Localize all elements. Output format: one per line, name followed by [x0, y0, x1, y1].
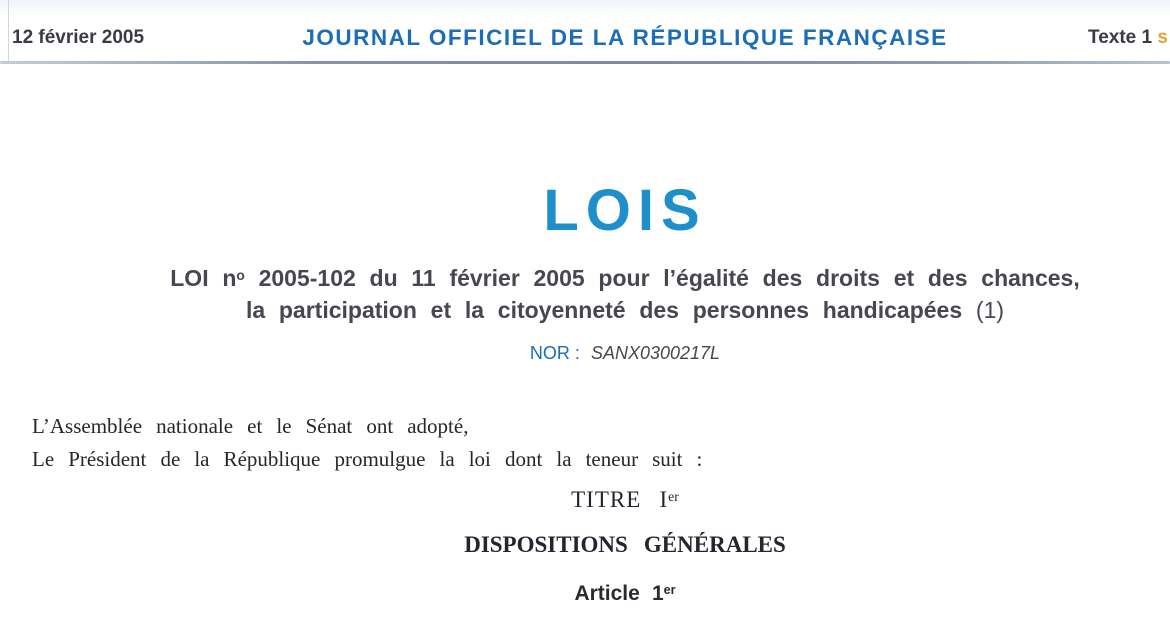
article-label: Article 1 [574, 582, 664, 605]
article-heading [0, 581, 1170, 609]
texte-reference [1088, 27, 1168, 49]
nor-line [0, 342, 1170, 364]
nor-label: NOR : [529, 343, 580, 363]
header-rule [0, 61, 1170, 64]
titre-heading [0, 486, 1170, 516]
nor-value: SANX0300217L [590, 343, 721, 363]
texte-reference-label: Texte 1 [1088, 27, 1153, 48]
body-line-adoption: L’Assemblée nationale et le Sénat ont adopté, [32, 414, 469, 438]
law-title-footnote-ref: (1) [975, 297, 1005, 323]
chapter-heading: DISPOSITIONS GÉNÉRALES [464, 532, 786, 557]
page-top-tint [0, 0, 1170, 16]
article-sup: er [663, 583, 676, 598]
header-date: 12 février 2005 [12, 27, 145, 48]
body-line-promulgation: Le Président de la République promulgue la loi dont la teneur suit : [32, 447, 703, 471]
law-title [0, 264, 1170, 325]
journal-title: JOURNAL OFFICIEL DE LA RÉPUBLIQUE FRANÇAISE [302, 25, 948, 50]
law-title-line2: la participation et la citoyenneté des personnes handicapées [245, 297, 963, 323]
law-title-line1: 2005-102 du 11 février 2005 pour l’égalité des droits et des chances, [244, 265, 1080, 291]
law-title-number-prefix: LOI n [170, 265, 237, 291]
law-title-number-sup: o [236, 267, 245, 283]
titre-sup: er [668, 488, 679, 504]
section-heading-lois: LOIS [543, 178, 707, 243]
titre-label: TITRE I [571, 487, 669, 512]
texte-reference-partial: s [1157, 27, 1168, 48]
